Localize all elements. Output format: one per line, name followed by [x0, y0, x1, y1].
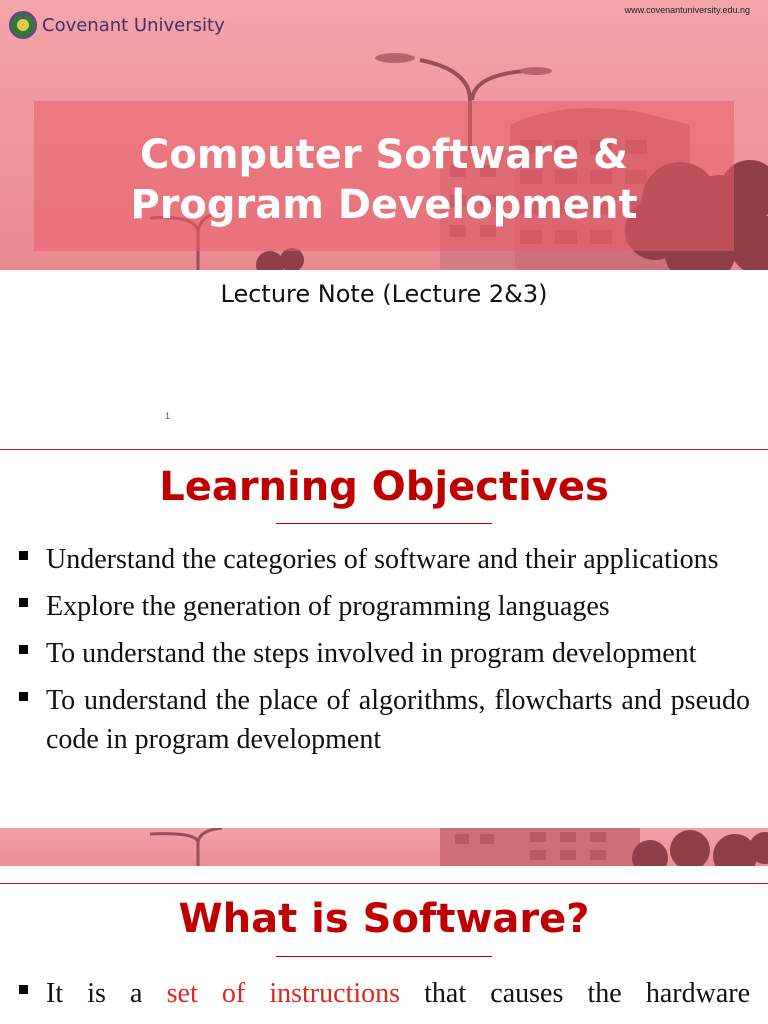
objectives-slide — [0, 450, 768, 866]
square-bullet-icon — [19, 598, 28, 607]
university-logo — [8, 8, 225, 42]
slide-title — [0, 130, 768, 230]
crest-icon — [8, 10, 38, 40]
title-line-2: Program Development — [130, 182, 638, 228]
objectives-heading: Learning Objectives — [159, 464, 609, 510]
software-heading: What is Software? — [178, 896, 590, 942]
software-slide — [0, 884, 768, 1024]
heading-underline — [276, 523, 492, 524]
campus-building-graphic — [0, 828, 768, 866]
hero-banner — [0, 0, 768, 270]
highlighted-term: set of instructions — [166, 978, 401, 1009]
list-item: Explore the generation of programming languages — [0, 587, 768, 626]
title-slide — [0, 0, 768, 448]
heading-underline — [276, 956, 492, 957]
slide-subtitle: Lecture Note (Lecture 2&3) — [220, 280, 548, 308]
objectives-list — [0, 540, 768, 767]
list-item: Understand the categories of software and their applications — [0, 540, 768, 579]
definition-list — [0, 974, 768, 1013]
list-item: It is a set of instructions that causes the hardware — [0, 974, 768, 1013]
square-bullet-icon — [19, 692, 28, 701]
list-item: To understand the place of algorithms, flowcharts and pseudo code in program development — [0, 681, 768, 759]
square-bullet-icon — [19, 985, 28, 994]
campus-footer-strip — [0, 828, 768, 866]
square-bullet-icon — [19, 645, 28, 654]
square-bullet-icon — [19, 551, 28, 560]
logo-text: Covenant University — [42, 14, 225, 36]
page-number: 1 — [165, 411, 171, 421]
list-item: To understand the steps involved in program development — [0, 634, 768, 673]
website-url: www.covenantuniversity.edu.ng — [624, 5, 750, 15]
title-line-1: Computer Software & — [140, 132, 628, 178]
